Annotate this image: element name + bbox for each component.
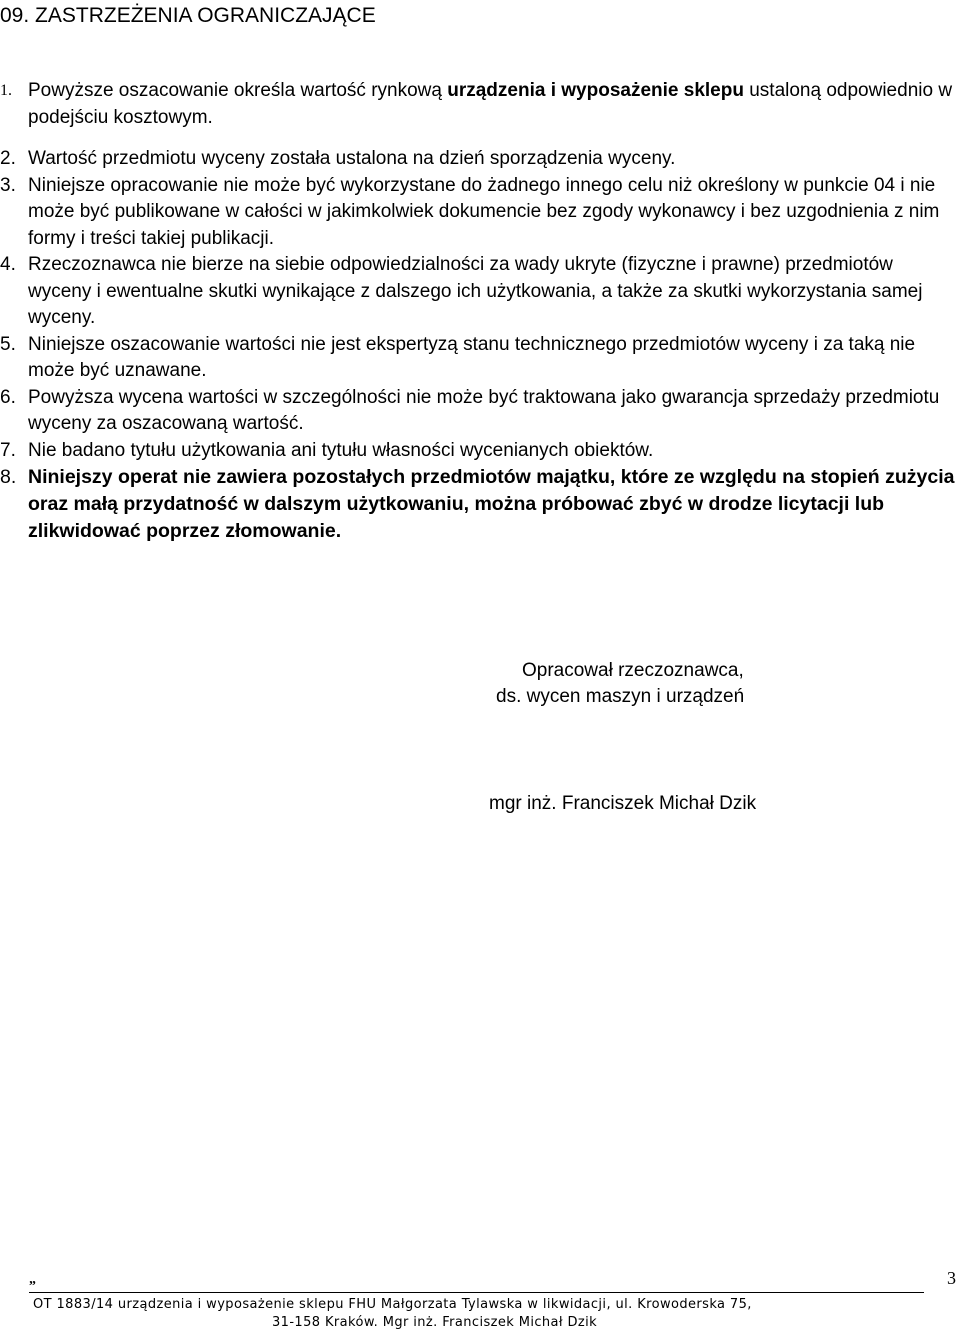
restriction-item-8 <box>0 464 955 545</box>
page-number: 3 <box>947 1268 956 1288</box>
footer-line-2: 31-158 Kraków. Mgr inż. Franciszek Michał Dzik <box>272 1315 598 1330</box>
item-text: Niniejsze opracowanie nie może być wykorzystane do żadnego innego celu niż określony w punkcie 04 i nie może być publikowane w całości w jakimkolwiek dokumencie bez zgody wykonawcy i bez uzgodnienia z nim formy i treści takiej publikacji. <box>28 174 940 249</box>
section-title: 09. ZASTRZEŻENIA OGRANICZAJĄCE <box>0 4 376 27</box>
item-text: Powyższa wycena wartości w szczególności nie może być traktowana jako gwarancja sprzedaży przedmiotu wyceny za oszacowaną wartość. <box>28 386 940 434</box>
item-number: 8. <box>0 466 17 488</box>
footer-line-1: OT 1883/14 urządzenia i wyposażenie sklepu FHU Małgorzata Tylawska w likwidacji, ul. Krowoderska 75, <box>33 1297 752 1312</box>
restriction-item-5 <box>0 332 955 385</box>
restriction-item-7 <box>0 438 955 465</box>
item-text: Powyższe oszacowanie określa wartość rynkową <box>28 80 448 101</box>
item-text-bold: urządzenia i wyposażenie sklepu <box>447 80 744 101</box>
signature-department: ds. wycen maszyn i urządzeń <box>496 686 745 707</box>
footer-divider <box>29 1292 924 1293</box>
item-text: Wartość przedmiotu wyceny została ustalona na dzień sporządzenia wyceny. <box>28 148 676 169</box>
restriction-item-1 <box>0 78 955 131</box>
item-text: ustaloną odpowiednio w podejściu kosztowym. <box>28 80 953 128</box>
item-number: 7. <box>0 439 16 461</box>
restriction-item-6 <box>0 385 955 438</box>
signature-role: Opracował rzeczoznawca, <box>522 660 744 681</box>
restriction-item-2 <box>0 146 955 173</box>
item-text: Rzeczoznawca nie bierze na siebie odpowiedzialności za wady ukryte (fizyczne i prawne) przedmiotów wyceny i ewentualne skutki wynikające z dalszego ich użytkowania, a także za skutki wykorzystania samej wyceny. <box>28 254 923 328</box>
item-number: 4. <box>0 254 16 275</box>
item-text: Niniejszy operat nie zawiera pozostałych przedmiotów majątku, które ze względu na stopień zużycia oraz małą przydatność w dalszym użytkowaniu, można próbować zbyć w drodze licytacji lub zlikwidować poprzez złomowanie. <box>28 466 955 542</box>
restriction-item-3 <box>0 173 955 253</box>
footer-quote-mark: „ <box>29 1272 36 1287</box>
item-number: 2. <box>0 148 16 169</box>
item-number: 5. <box>0 333 16 355</box>
item-number: 6. <box>0 386 16 408</box>
item-number: 3. <box>0 174 16 196</box>
item-number: 1. <box>0 82 12 99</box>
restriction-item-4 <box>0 252 955 332</box>
item-text: Niniejsze oszacowanie wartości nie jest ekspertyzą stanu technicznego przedmiotów wyceny i za taką nie może być uznawane. <box>28 333 916 381</box>
restrictions-list <box>0 78 955 545</box>
item-text: Nie badano tytułu użytkowania ani tytułu własności wycenianych obiektów. <box>28 439 654 461</box>
signature-name: mgr inż. Franciszek Michał Dzik <box>489 793 757 814</box>
